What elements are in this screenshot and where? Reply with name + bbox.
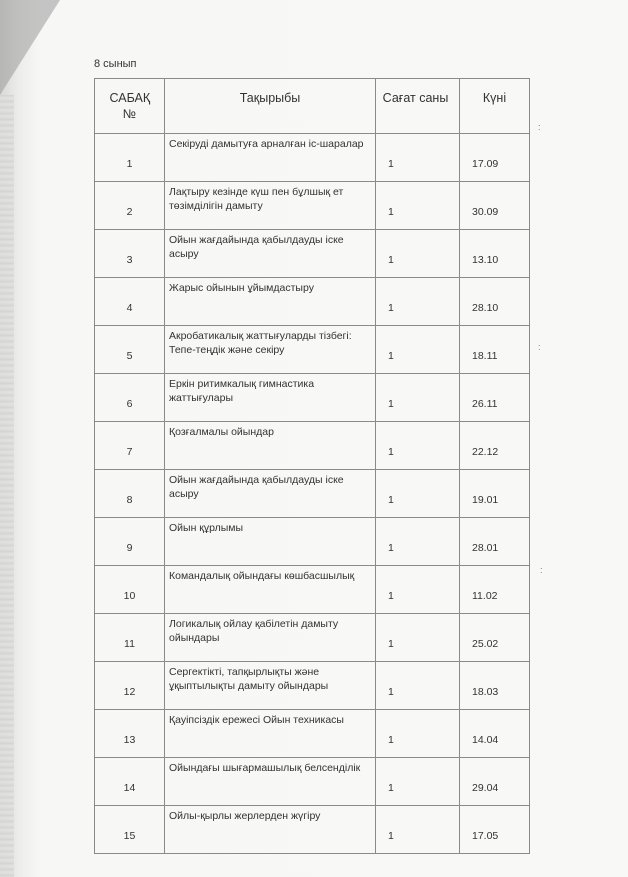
- lesson-hours: 1: [376, 566, 460, 614]
- lesson-topic: Лақтыру кезінде күш пен бұлшық ет төзімділігін дамыту: [165, 182, 376, 230]
- lesson-hours: 1: [376, 662, 460, 710]
- header-lesson-no: САБАҚ №: [95, 79, 165, 134]
- lesson-date: 19.01: [460, 470, 530, 518]
- lesson-number: 10: [95, 566, 165, 614]
- lesson-topic: Логикалық ойлау қабілетін дамыту ойындары: [165, 614, 376, 662]
- lesson-topic: Ойын жағдайында қабылдауды іске асыру: [165, 230, 376, 278]
- lesson-number: 3: [95, 230, 165, 278]
- folded-corner: [0, 0, 60, 95]
- lesson-hours: 1: [376, 326, 460, 374]
- table-row: [95, 566, 530, 614]
- header-topic: Тақырыбы: [165, 79, 376, 134]
- lesson-number: 13: [95, 710, 165, 758]
- lesson-topic: Қозғалмалы ойындар: [165, 422, 376, 470]
- header-date: Күні: [460, 79, 530, 134]
- lesson-topic: Сергектікті, тапқырлықты және ұқыптылықты дамыту ойындары: [165, 662, 376, 710]
- lesson-date: 25.02: [460, 614, 530, 662]
- lesson-number: 15: [95, 806, 165, 854]
- lesson-hours: 1: [376, 518, 460, 566]
- lesson-number: 8: [95, 470, 165, 518]
- class-label: 8 сынып: [94, 58, 137, 70]
- lesson-hours: 1: [376, 614, 460, 662]
- lesson-date: 28.10: [460, 278, 530, 326]
- lesson-date: 30.09: [460, 182, 530, 230]
- lesson-hours: 1: [376, 422, 460, 470]
- lesson-topic: Ойлы-қырлы жерлерден жүгіру: [165, 806, 376, 854]
- table-row: [95, 374, 530, 422]
- lesson-date: 17.09: [460, 134, 530, 182]
- table-row: [95, 422, 530, 470]
- lesson-topic: Еркін ритимкалық гимнастика жаттығулары: [165, 374, 376, 422]
- table-row: [95, 614, 530, 662]
- lesson-number: 12: [95, 662, 165, 710]
- table-row: [95, 182, 530, 230]
- lesson-topic: Жарыс ойынын ұйымдастыру: [165, 278, 376, 326]
- lesson-date: 18.11: [460, 326, 530, 374]
- lesson-topic: Секіруді дамытуға арналған іс-шаралар: [165, 134, 376, 182]
- scan-mark: :: [538, 342, 541, 352]
- lesson-topic: Командалық ойындағы көшбасшылық: [165, 566, 376, 614]
- lesson-date: 29.04: [460, 758, 530, 806]
- lesson-date: 14.04: [460, 710, 530, 758]
- scan-mark: :: [540, 565, 543, 575]
- table-row: [95, 470, 530, 518]
- table-row: [95, 662, 530, 710]
- lesson-date: 13.10: [460, 230, 530, 278]
- scan-edge-shadow: [0, 95, 14, 877]
- lesson-topic: Ойын құрлымы: [165, 518, 376, 566]
- lesson-topic: Акробатикалық жаттығуларды тізбегі: Тепе-теңдік және секіру: [165, 326, 376, 374]
- table-row: [95, 806, 530, 854]
- lesson-date: 22.12: [460, 422, 530, 470]
- lesson-plan-table: [94, 78, 530, 854]
- lesson-hours: 1: [376, 182, 460, 230]
- header-hours: Сағат саны: [376, 79, 460, 134]
- lesson-hours: 1: [376, 758, 460, 806]
- table-row: [95, 326, 530, 374]
- lesson-topic: Ойын жағдайында қабылдауды іске асыру: [165, 470, 376, 518]
- lesson-topic: Қауіпсіздік ережесі Ойын техникасы: [165, 710, 376, 758]
- lesson-number: 7: [95, 422, 165, 470]
- table-header-row: [95, 79, 530, 134]
- lesson-topic: Ойындағы шығармашылық белсенділік: [165, 758, 376, 806]
- table-row: [95, 278, 530, 326]
- lesson-hours: 1: [376, 470, 460, 518]
- scan-mark: :: [538, 122, 541, 132]
- lesson-number: 5: [95, 326, 165, 374]
- lesson-number: 2: [95, 182, 165, 230]
- lesson-date: 11.02: [460, 566, 530, 614]
- lesson-number: 11: [95, 614, 165, 662]
- table-row: [95, 134, 530, 182]
- lesson-hours: 1: [376, 278, 460, 326]
- lesson-date: 26.11: [460, 374, 530, 422]
- table-row: [95, 230, 530, 278]
- lesson-hours: 1: [376, 134, 460, 182]
- lesson-number: 4: [95, 278, 165, 326]
- lesson-hours: 1: [376, 806, 460, 854]
- lesson-number: 14: [95, 758, 165, 806]
- lesson-hours: 1: [376, 230, 460, 278]
- lesson-number: 1: [95, 134, 165, 182]
- lesson-date: 17.05: [460, 806, 530, 854]
- table-row: [95, 758, 530, 806]
- lesson-date: 18.03: [460, 662, 530, 710]
- table-row: [95, 710, 530, 758]
- lesson-number: 6: [95, 374, 165, 422]
- lesson-hours: 1: [376, 374, 460, 422]
- table-row: [95, 518, 530, 566]
- lesson-date: 28.01: [460, 518, 530, 566]
- lesson-number: 9: [95, 518, 165, 566]
- lesson-hours: 1: [376, 710, 460, 758]
